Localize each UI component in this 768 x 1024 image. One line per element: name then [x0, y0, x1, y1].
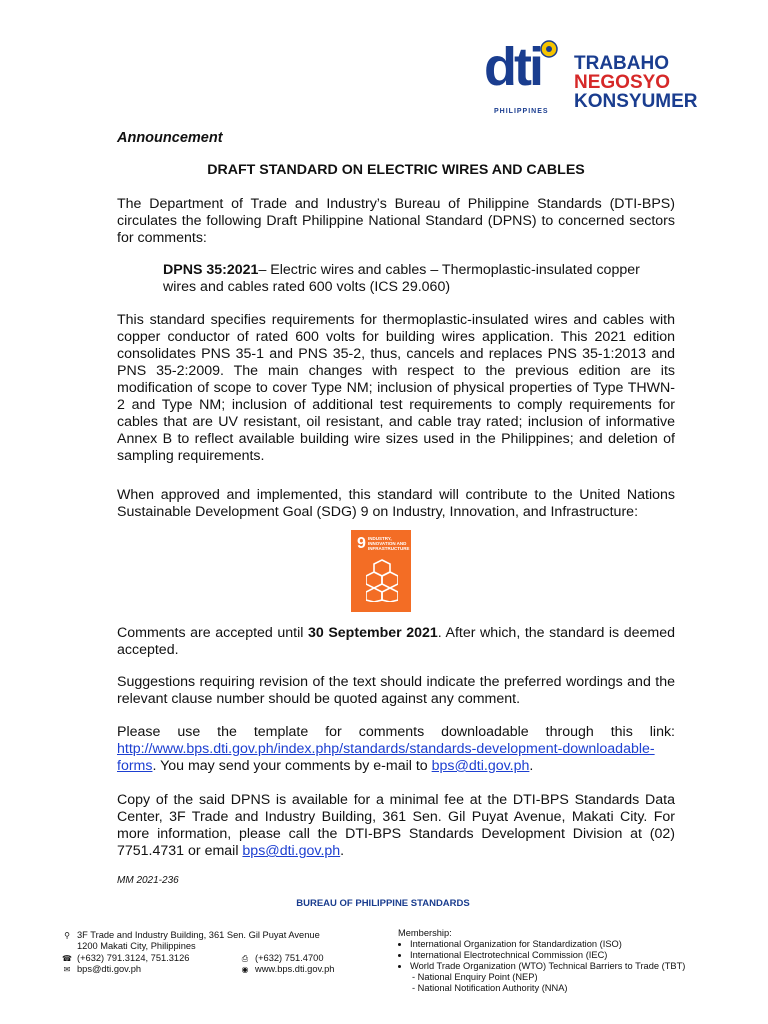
tagline-negosyo: NEGOSYO	[574, 72, 671, 93]
deadline-date: 30 September 2021	[307, 625, 438, 641]
footer-phone	[62, 953, 189, 964]
dti-wordmark: dti	[484, 37, 541, 97]
membership-list	[398, 928, 685, 994]
template-text-middle: . You may send your comments by e-mail to	[152, 758, 432, 774]
announcement-label: Announcement	[117, 130, 223, 146]
sdg-paragraph: When approved and implemented, this standard will contribute to the United Nations Sustainable Development Goal (SDG) 9 on Industry, Innovation, and Infrastructure:	[117, 487, 675, 520]
website-url[interactable]: www.bps.dti.gov.ph	[255, 964, 335, 974]
dti-country: PHILIPPINES	[494, 108, 549, 115]
dpns-title: – Electric wires and cables – Thermoplastic-insulated copper wires and cables rated 600 volts (ICS 29.060)	[163, 262, 640, 295]
wto-sub-item: - National Notification Authority (NNA)	[412, 983, 568, 993]
globe-icon: ◉	[241, 965, 249, 974]
sdg-9-badge	[351, 530, 411, 612]
phone-icon: ☎	[62, 954, 72, 963]
tagline	[574, 54, 698, 111]
email-icon: ✉	[63, 965, 71, 974]
tagline-konsyumer: KONSYUMER	[574, 91, 698, 112]
suggestions-paragraph: Suggestions requiring revision of the text should indicate the preferred wordings and the relevant clause number should be quoted against any comment.	[117, 674, 675, 707]
dpns-entry	[163, 262, 675, 296]
comments-text-after: . After which, the standard is deemed accepted.	[117, 625, 675, 658]
address-line-2: 1200 Makati City, Philippines	[77, 941, 196, 951]
bureau-name: BUREAU OF PHILIPPINE STANDARDS	[296, 898, 470, 909]
address-line-1: 3F Trade and Industry Building, 361 Sen. Gil Puyat Avenue	[77, 930, 320, 940]
template-text-after: .	[529, 758, 534, 774]
membership-item: • International Electrotechnical Commission (IEC)	[410, 950, 685, 961]
fax-number: (+632) 751.4700	[255, 953, 324, 963]
dpns-code: DPNS 35:2021	[163, 262, 259, 278]
scope-paragraph: This standard specifies requirements for thermoplastic-insulated wires and cables with copper conductor of rated 600 volts for building wires application. This 2021 edition consolidates PNS 35-1 and PNS 35-2, thus, cancels and replaces PNS 35-1:2013 and PNS 35-2:2009. The main changes with respect to the previous edition are its modification of scope to cover Type NM; inclusion of physical properties of Type THWN-2 and Type NM; inclusion of additional test requirements to comply requirements for cables that are UV resistant, oil resistant, and cable tray rated; inclusion of informative Annex B to reflect available building wire sizes used in the Philippines; and deletion of sampling requirements.	[117, 312, 675, 464]
membership-item: • World Trade Organization (WTO) Technical Barriers to Trade (TBT)	[410, 961, 685, 972]
sdg-label: INDUSTRY, INNOVATION AND INFRASTRUCTURE	[368, 536, 410, 551]
membership-item: • International Organization for Standardization (ISO)	[410, 939, 685, 950]
comments-paragraph	[117, 625, 675, 659]
phone-numbers: (+632) 791.3124, 751.3126	[77, 953, 190, 963]
contact-email-link[interactable]: bps@dti.gov.ph	[242, 843, 341, 859]
email-link[interactable]: bps@dti.gov.ph	[431, 758, 530, 774]
wto-sub-item: - National Enquiry Point (NEP)	[412, 972, 538, 982]
template-text: Please use the template for comments downloadable through this link:	[117, 724, 675, 740]
footer-email	[62, 964, 141, 975]
footer-fax	[240, 953, 324, 964]
tagline-trabaho: TRABAHO	[574, 53, 669, 74]
footer-website	[240, 964, 334, 975]
fax-icon: ⎙	[241, 954, 249, 963]
page-title: DRAFT STANDARD ON ELECTRIC WIRES AND CABLES	[207, 162, 585, 178]
membership-label: Membership:	[398, 928, 452, 938]
location-pin-icon: ⚲	[64, 931, 70, 940]
cubes-icon	[366, 558, 398, 602]
footer-email-address[interactable]: bps@dti.gov.ph	[77, 964, 142, 974]
intro-paragraph: The Department of Trade and Industry’s Bureau of Philippine Standards (DTI-BPS) circulates the following Draft Philippine National Standard (DPNS) to concerned sectors for comments:	[117, 196, 675, 246]
memo-number: MM 2021-236	[117, 875, 179, 886]
footer-address	[62, 930, 320, 952]
copy-text: Copy of the said DPNS is available for a minimal fee at the DTI-BPS Standards Data Center, 3F Trade and Industry Building, 361 Sen. Gil Puyat Avenue, Makati City. For more information, please call the DTI-BPS Standards Development Division at (02) 7751.4731 or email	[117, 792, 675, 859]
dti-logo	[484, 37, 734, 120]
template-paragraph	[117, 724, 675, 775]
comments-text: Comments are accepted until	[117, 625, 308, 641]
template-link[interactable]: http://www.bps.dti.gov.ph/index.php/standards/standards-development-downloadable-forms	[117, 741, 655, 774]
copy-text-after: .	[340, 843, 345, 859]
seal-icon	[540, 40, 558, 58]
copy-paragraph	[117, 792, 675, 860]
sdg-number: 9	[357, 535, 366, 552]
